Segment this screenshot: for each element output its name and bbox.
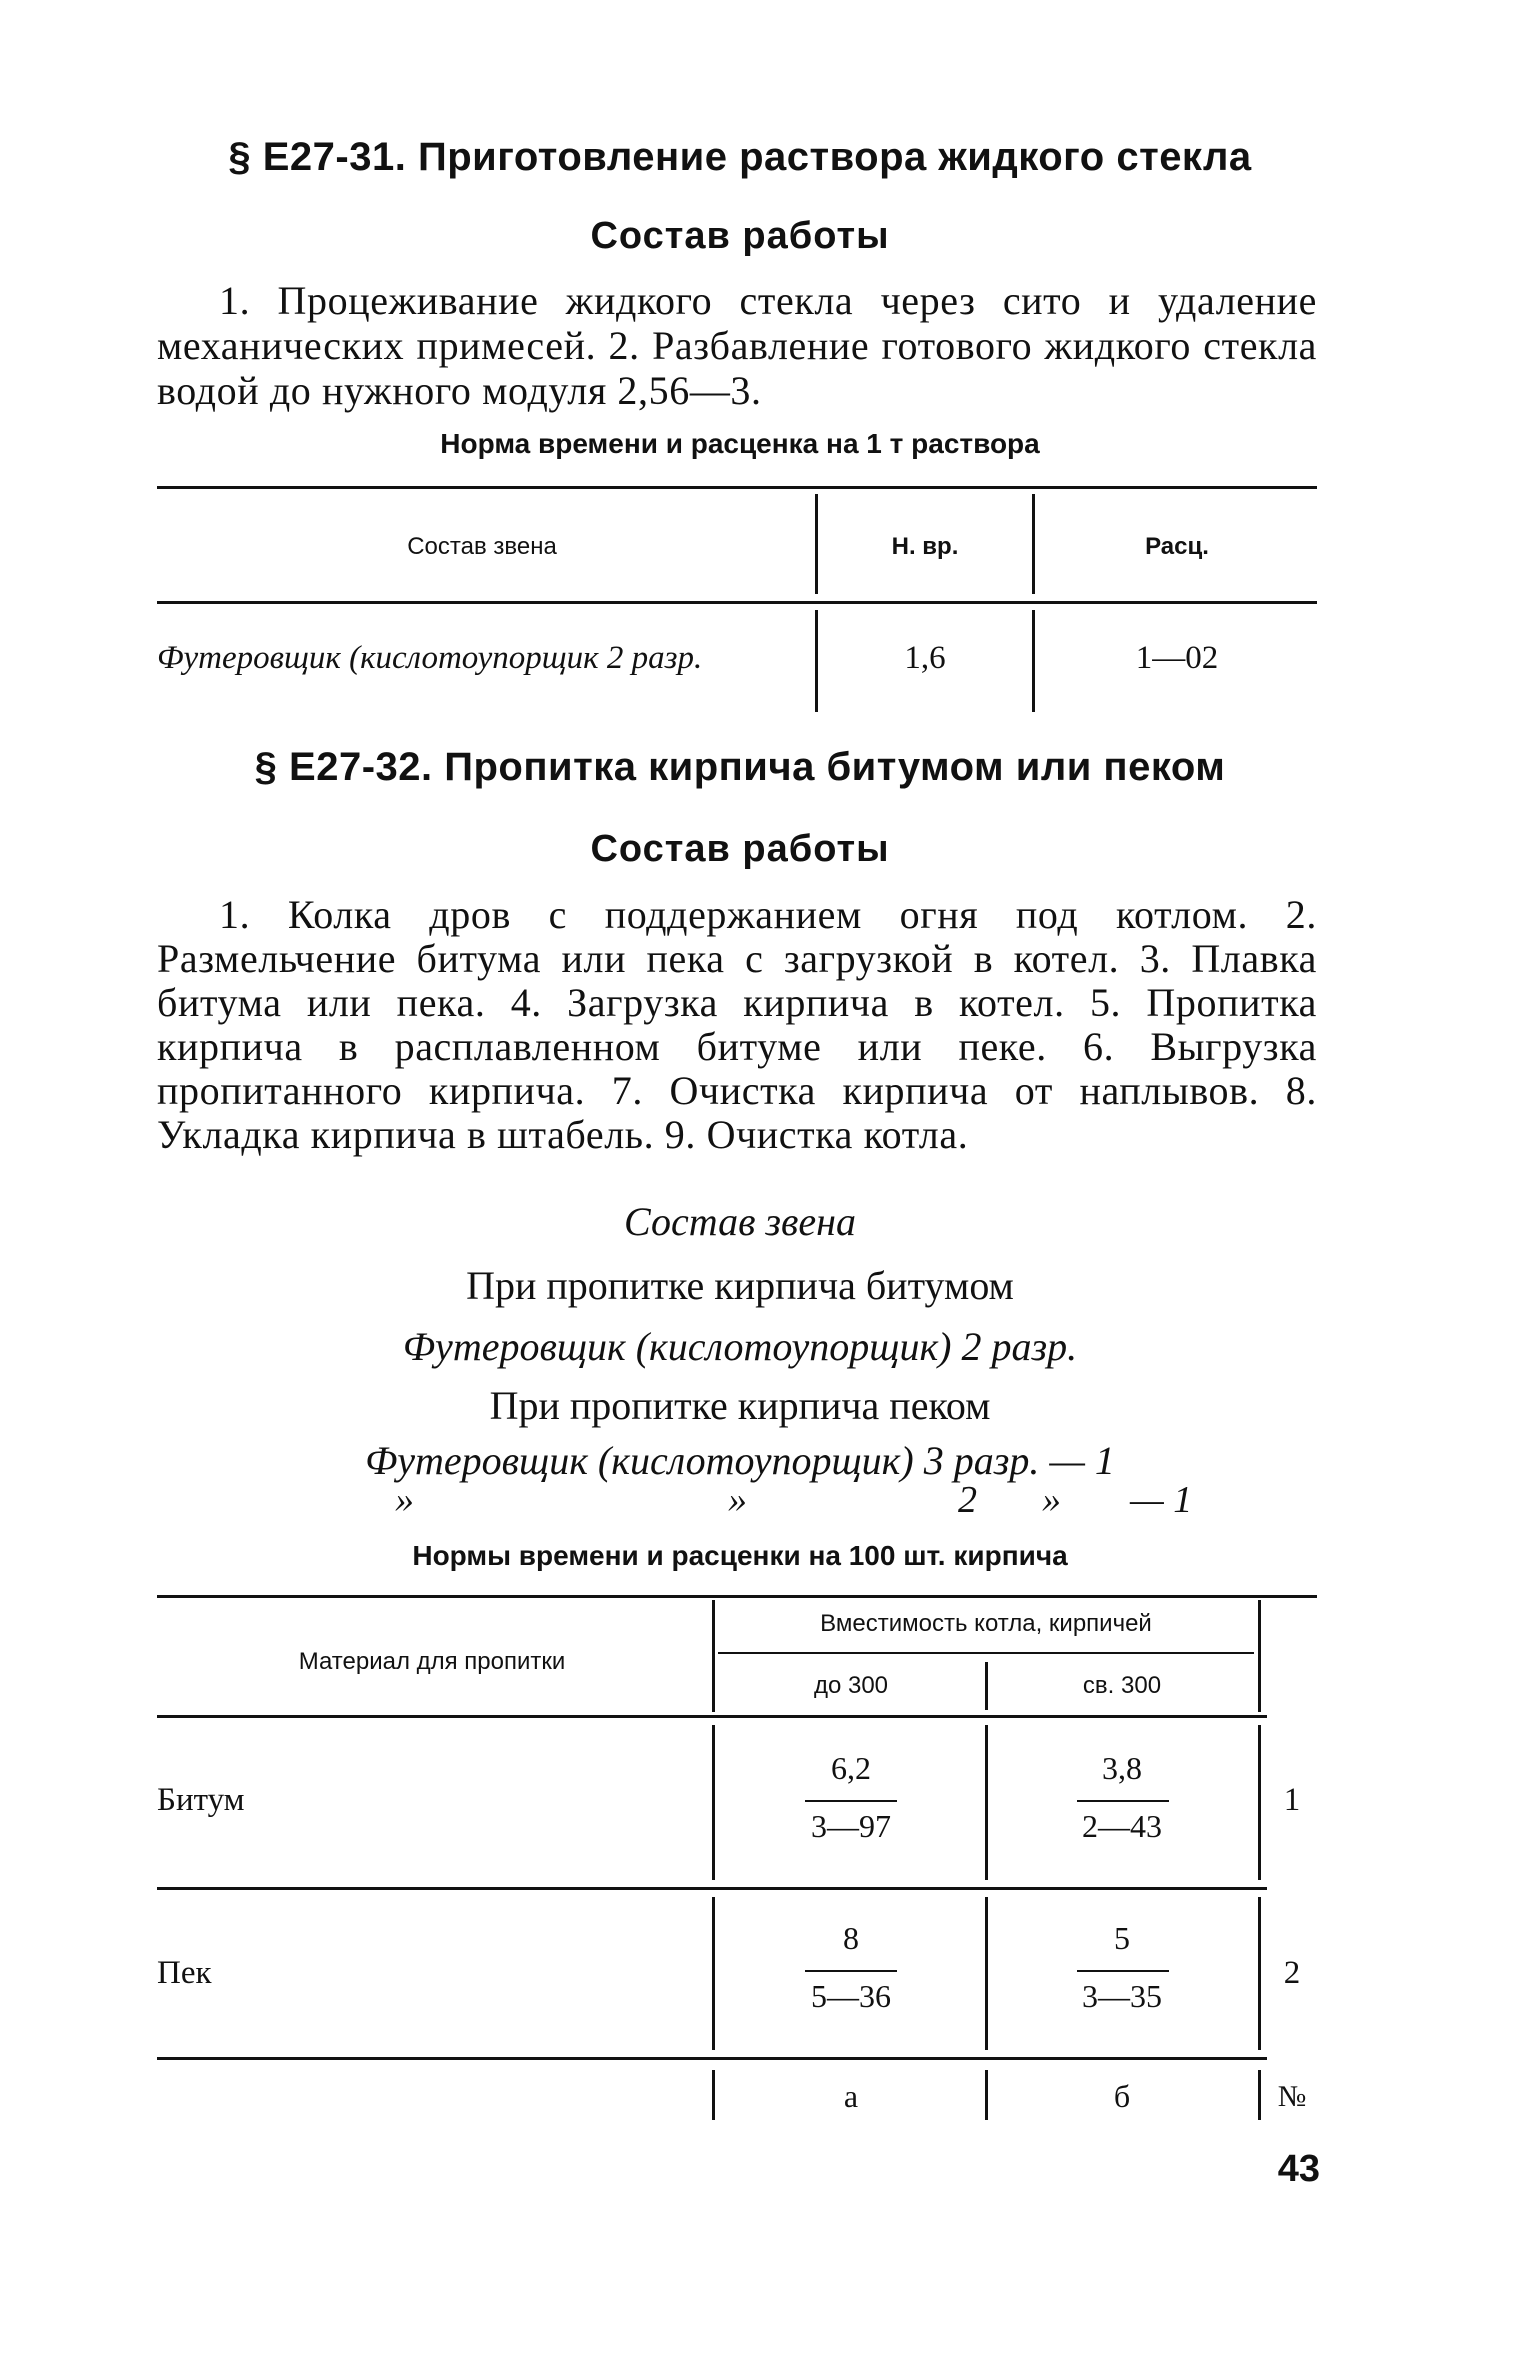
row-rule (157, 1887, 1267, 1890)
grade-value: 2 (958, 1479, 977, 1521)
row-number: 1 (1283, 1782, 1301, 1818)
work-composition-text (157, 893, 1317, 1157)
norm-value: 3,8 (1102, 1750, 1142, 1786)
row-number: 2 (1283, 1955, 1301, 1991)
header-over-300: св. 300 (1082, 1672, 1162, 1699)
section-title-e27-31: § Е27-31. Приготовление раствора жидкого стекла (228, 135, 1252, 179)
header-norm: Н. вр. (891, 533, 959, 560)
row-rule (157, 2057, 1267, 2060)
norm-cell: 1,6 (904, 640, 946, 676)
ditto-mark: » (728, 1479, 747, 1521)
table-divider (1032, 610, 1035, 712)
section-title-e27-32: § Е27-32. Пропитка кирпича битумом или пеком (254, 745, 1226, 789)
table-divider (712, 1725, 715, 1880)
fraction-bar (1077, 1970, 1169, 1972)
table-divider (985, 1725, 988, 1880)
work-composition-heading: Состав работы (590, 828, 890, 870)
table-top-rule (157, 486, 1317, 489)
table-top-rule (157, 1595, 1317, 1598)
table-divider (1258, 1897, 1261, 2050)
table-caption: Нормы времени и расценки на 100 шт. кирпича (412, 1540, 1068, 1571)
pitch-crew-line1: Футеровщик (кислотоупорщик) 3 разр. — 1 (365, 1438, 1115, 1483)
work-composition-heading: Состав работы (590, 215, 890, 257)
norm-value: 6,2 (831, 1750, 871, 1786)
ditto-mark: » (1042, 1479, 1061, 1521)
pitch-heading: При пропитке кирпича пеком (489, 1383, 991, 1428)
table-header-rule (157, 601, 1317, 604)
rate-value: 3—35 (1082, 1978, 1162, 2014)
material-cell: Битум (157, 1782, 245, 1818)
page-number: 43 (1277, 2148, 1320, 2190)
number-column-label: № (1277, 2080, 1307, 2113)
header-up-to-300: до 300 (813, 1672, 889, 1699)
norm-value: 5 (1114, 1920, 1130, 1956)
ditto-mark: » (395, 1479, 414, 1521)
table-divider (712, 1897, 715, 2050)
column-code-b: б (1113, 2078, 1131, 2114)
rate-cell: 1—02 (1135, 640, 1219, 676)
fraction-bar (1077, 1800, 1169, 1802)
crew-cell: Футеровщик (кислотоупорщик 2 разр. (157, 640, 703, 676)
fraction-bar (805, 1970, 897, 1972)
table-divider (815, 610, 818, 712)
fraction-bar (805, 1800, 897, 1802)
table-divider (1258, 2070, 1261, 2120)
material-cell: Пек (157, 1955, 212, 1991)
table-header-rule (157, 1715, 1267, 1718)
table-divider (1032, 494, 1035, 594)
rate-value: 5—36 (811, 1978, 891, 2014)
crew-heading: Состав звена (623, 1199, 856, 1244)
header-rate: Расц. (1145, 533, 1209, 560)
table-caption: Норма времени и расценка на 1 т раствора (440, 428, 1040, 459)
header-capacity: Вместимость котла, кирпичей (820, 1610, 1152, 1637)
bitumen-heading: При пропитке кирпича битумом (466, 1263, 1014, 1308)
header-crew: Состав звена (407, 533, 557, 560)
header-material: Материал для пропитки (298, 1648, 566, 1675)
table-divider (1258, 1725, 1261, 1880)
work-text: 1. Колка дров с поддержанием огня под котлом. 2. Размельчение битума или пека с загрузкой в котел. 3. Плавка битума или пека. 4. Загрузка кирпича в котел. 5. Пропитка кирпича в расплавленном битуме или пеке. 6. Выгрузка пропитанного кирпича. 7. Очистка кирпича от наплывов. 8. Укладка кирпича в штабель. 9. Очистка котла. (157, 892, 1317, 1157)
subheader-rule (718, 1652, 1254, 1654)
rate-value: 2—43 (1082, 1808, 1162, 1844)
rate-value: 3—97 (811, 1808, 891, 1844)
count-value: — 1 (1130, 1479, 1193, 1521)
work-composition-text (157, 278, 1317, 413)
table-divider (1258, 1600, 1261, 1712)
norm-value: 8 (843, 1920, 859, 1956)
column-code-a: а (843, 2078, 859, 2114)
table-divider (712, 1600, 715, 1712)
bitumen-crew: Футеровщик (кислотоупорщик) 2 разр. (402, 1324, 1078, 1369)
table-divider (712, 2070, 715, 2120)
table-divider (815, 494, 818, 594)
work-text: 1. Процеживание жидкого стекла через сито и удаление механических примесей. 2. Разбавление готового жидкого стекла водой до нужного модуля 2,56—3. (157, 278, 1317, 413)
